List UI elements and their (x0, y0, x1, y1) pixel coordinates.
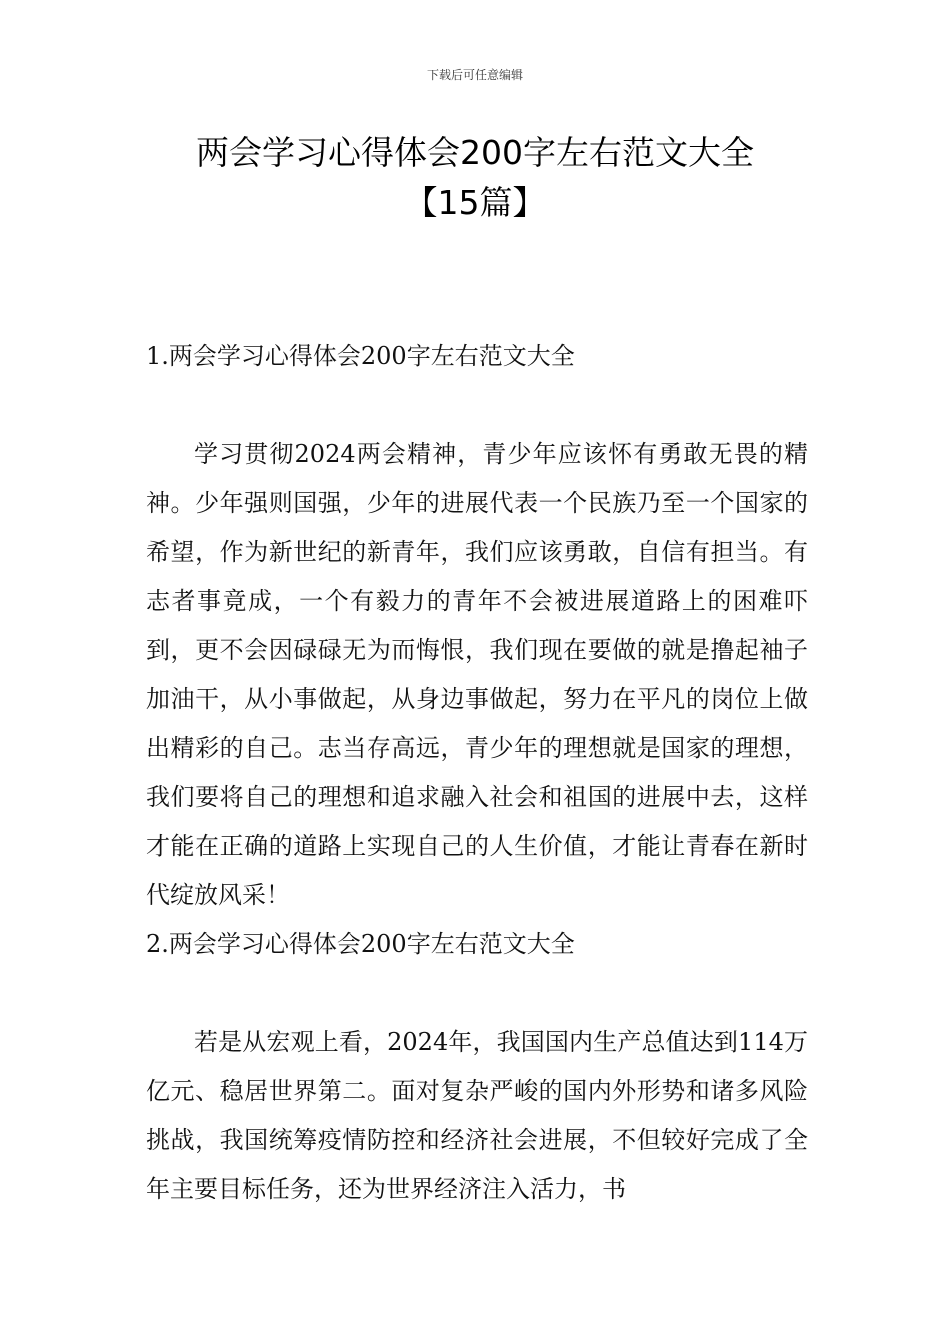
spacer (146, 381, 808, 430)
title-line-2: 【15篇】 (404, 183, 546, 222)
section-paragraph-1: 学习贯彻2024两会精神，青少年应该怀有勇敢无畏的精神。少年强则国强，少年的进展代表一个民族乃至一个国家的希望，作为新世纪的新青年，我们应该勇敢，自信有担当。有志者事竟成，一个有毅力的青年不会被进展道路上的困难吓到，更不会因碌碌无为而悔恨，我们现在要做的就是撸起袖子加油干，从小事做起，从身边事做起，努力在平凡的岗位上做出精彩的自己。志当存高远，青少年的理想就是国家的理想，我们要将自己的理想和追求融入社会和祖国的进展中去，这样才能在正确的道路上实现自己的人生价值，才能让青春在新时代绽放风采！ (146, 440, 808, 909)
document-title (60, 128, 890, 228)
document-body (146, 332, 808, 1214)
header-note: 下载后可任意编辑 (426, 68, 523, 82)
section-heading-1: 1.两会学习心得体会200字左右范文大全 (146, 342, 575, 370)
title-line-1: 两会学习心得体会200字左右范文大全 (196, 133, 754, 172)
spacer (146, 969, 808, 1018)
section-heading-2: 2.两会学习心得体会200字左右范文大全 (146, 930, 575, 958)
section-paragraph-2: 若是从宏观上看，2024年，我国国内生产总值达到114万亿元、稳居世界第二。面对复杂严峻的国内外形势和诸多风险挑战，我国统筹疫情防控和经济社会进展，不但较好完成了全年主要目标任务，还为世界经济注入活力，书 (146, 1028, 808, 1203)
